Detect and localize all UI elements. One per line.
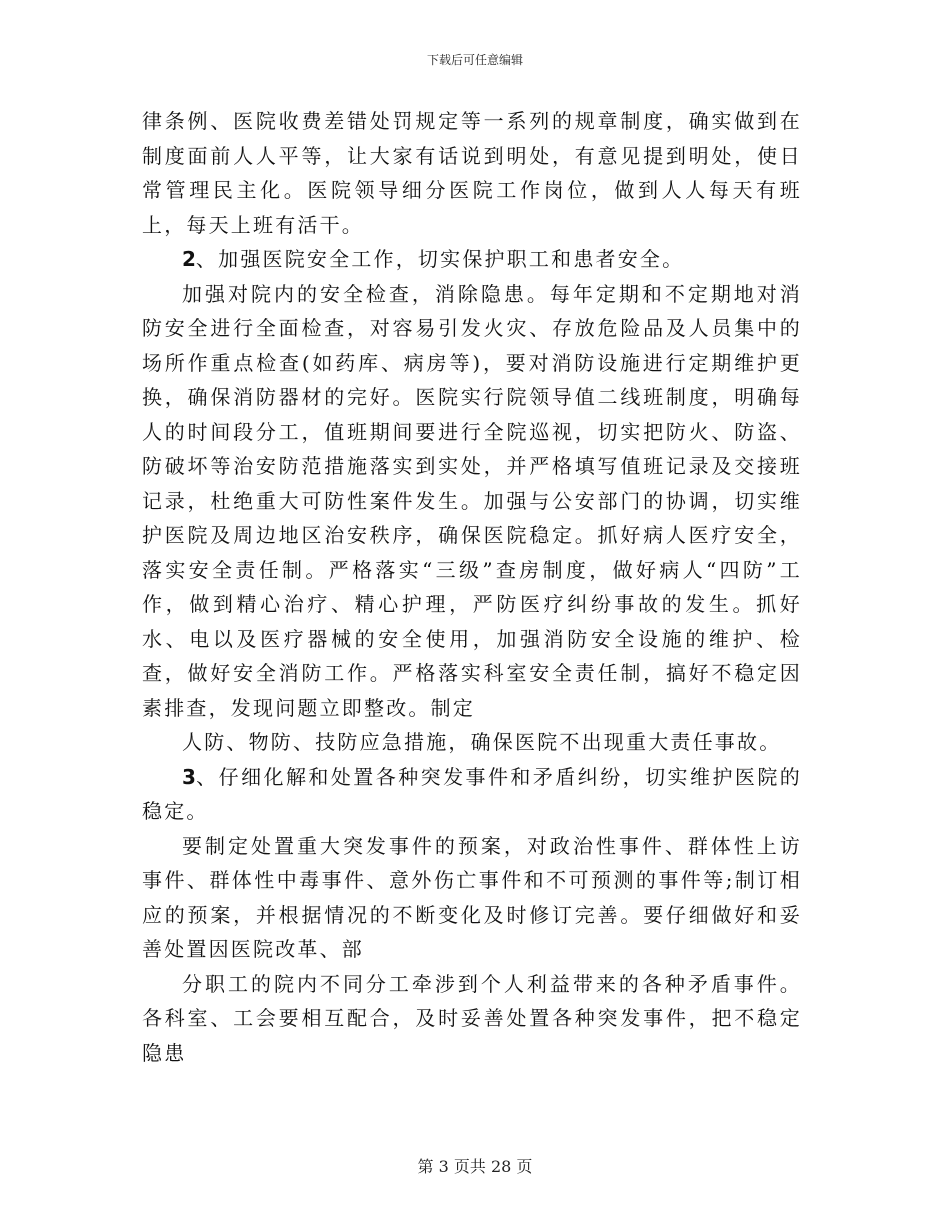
section-number: 3	[182, 764, 196, 789]
paragraph-continuation	[142, 104, 802, 242]
paragraph-text: 加强对院内的安全检查，消除隐患。每年定期和不定期地对消防安全进行全面检查，对容易引发火灾、存放危险品及人员集中的场所作重点检查(如药库、病房等)，要对消防设施进行定期维护更换，确保消防器材的完好。医院实行院领导值二线班制度，明确每人的时间段分工，值班期间要进行全院巡视，切实把防火、防盗、防破坏等治安防范措施落实到实处，并严格填写值班记录及交接班记录，杜绝重大可防性案件发生。加强与公安部门的协调，切实维护医院及周边地区治安秩序，确保医院稳定。抓好病人医疗安全，落实安全责任制。严格落实“三级”查房制度，做好病人“四防”工作，做到精心治疗、精心护理，严防医疗纠纷事故的发生。抓好水、电以及医疗器械的安全使用，加强消防安全设施的维护、检查，做好安全消防工作。严格落实科室安全责任制，搞好不稳定因素排查，发现问题立即整改。制定	[142, 281, 802, 720]
paragraph-safety-inspection	[142, 277, 802, 726]
page-header: 下载后可任意编辑	[426, 53, 523, 67]
paragraph-text: 分职工的院内不同分工牵涉到个人利益带来的各种矛盾事件。各科室、工会要相互配合，及时妥善处置各种突发事件，把不稳定隐患	[142, 971, 802, 1065]
paragraph-emergency-measures	[142, 725, 802, 760]
section-heading-2	[142, 242, 802, 277]
paragraph-conflict-handling	[142, 967, 802, 1071]
page-number-footer: 第 3 页共 28 页	[417, 1157, 533, 1176]
section-heading-3	[142, 760, 802, 829]
section-number: 2	[182, 247, 196, 271]
paragraph-text: 人防、物防、技防应急措施，确保医院不出现重大责任事故。	[182, 730, 782, 754]
section-heading-text: 、加强医院安全工作，切实保护职工和患者安全。	[195, 247, 685, 271]
paragraph-text: 要制定处置重大突发事件的预案，对政治性事件、群体性上访事件、群体性中毒事件、意外伤亡事件和不可预测的事件等;制订相应的预案，并根据情况的不断变化及时修订完善。要仔细做好和妥善处置因医院改革、部	[142, 833, 802, 961]
document-body	[142, 104, 802, 1070]
paragraph-text: 律条例、医院收费差错处罚规定等一系列的规章制度，确实做到在制度面前人人平等，让大家有话说到明处，有意见提到明处，使日常管理民主化。医院领导细分医院工作岗位，做到人人每天有班上，每天上班有活干。	[142, 109, 802, 237]
paragraph-contingency-plans	[142, 829, 802, 967]
section-heading-text: 、仔细化解和处置各种突发事件和矛盾纠纷，切实维护医院的稳定。	[142, 764, 802, 823]
